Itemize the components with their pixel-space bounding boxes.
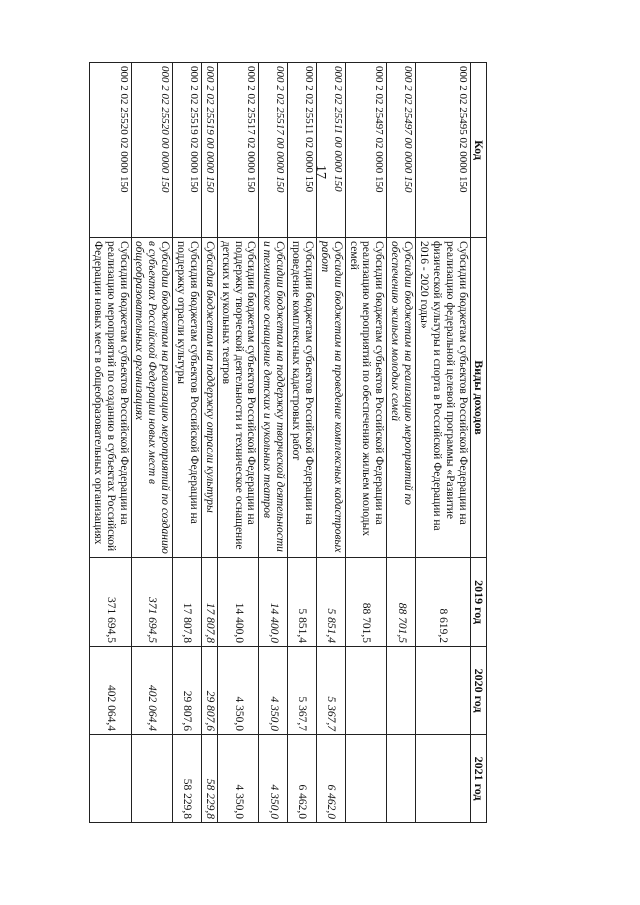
revenue-type-cell: Субсидия бюджетам на поддержку отрасли культуры	[201, 238, 217, 558]
table-row	[201, 63, 217, 823]
table-body	[89, 63, 470, 823]
code-cell: 000 2 02 25497 00 0000 150	[387, 63, 416, 238]
value-2020-cell	[416, 647, 471, 735]
header-2021: 2021 год	[470, 735, 486, 823]
value-2020-cell: 29 807,6	[173, 647, 202, 735]
header-revenue-type: Виды доходов	[470, 238, 486, 558]
revenue-table	[89, 62, 487, 823]
code-cell: 000 2 02 25511 00 0000 150	[316, 63, 345, 238]
table-row	[345, 63, 387, 823]
revenue-type-cell: Субсидии бюджетам на проведение комплексных кадастровых работ	[316, 238, 345, 558]
header-code: Код	[470, 63, 486, 238]
revenue-type-cell: Субсидии бюджетам субъектов Российской Федерации на реализацию мероприятий по обеспечению жильем молодых семей	[345, 238, 387, 558]
value-2019-cell: 17 807,8	[201, 558, 217, 647]
value-2019-cell: 88 701,5	[345, 558, 387, 647]
code-cell: 000 2 02 25517 00 0000 150	[259, 63, 288, 238]
code-cell: 000 2 02 25520 00 0000 150	[131, 63, 173, 238]
table-row	[387, 63, 416, 823]
value-2019-cell: 5 851,4	[316, 558, 345, 647]
revenue-type-cell: Субсидии бюджетам субъектов Российской Федерации на проведение комплексных кадастровых работ	[288, 238, 317, 558]
value-2019-cell: 8 619,2	[416, 558, 471, 647]
value-2020-cell: 402 064,4	[131, 647, 173, 735]
value-2021-cell	[345, 735, 387, 823]
table-row	[89, 63, 131, 823]
header-2020: 2020 год	[470, 647, 486, 735]
revenue-type-cell: Субсидия бюджетам субъектов Российской Федерации на поддержку отрасли культуры	[173, 238, 202, 558]
table-row	[173, 63, 202, 823]
header-row	[470, 63, 486, 823]
value-2020-cell	[345, 647, 387, 735]
revenue-type-cell: Субсидии бюджетам на реализацию мероприятий по обеспечению жильем молодых семей	[387, 238, 416, 558]
value-2021-cell	[387, 735, 416, 823]
rotated-table-container	[90, 62, 487, 822]
value-2019-cell: 371 694,5	[131, 558, 173, 647]
value-2019-cell: 5 851,4	[288, 558, 317, 647]
table-row	[217, 63, 259, 823]
revenue-type-cell: Субсидии бюджетам субъектов Российской Федерации на поддержку творческой деятельности и техническое оснащение детских и кукольных театров	[217, 238, 259, 558]
code-cell: 000 2 02 25511 02 0000 150	[288, 63, 317, 238]
value-2021-cell: 6 462,0	[288, 735, 317, 823]
value-2021-cell: 4 350,0	[217, 735, 259, 823]
table-row	[288, 63, 317, 823]
code-cell: 000 2 02 25497 02 0000 150	[345, 63, 387, 238]
table-row	[416, 63, 471, 823]
header-2019: 2019 год	[470, 558, 486, 647]
value-2019-cell: 17 807,8	[173, 558, 202, 647]
value-2020-cell: 402 064,4	[89, 647, 131, 735]
value-2021-cell: 4 350,0	[259, 735, 288, 823]
value-2019-cell: 371 694,5	[89, 558, 131, 647]
value-2019-cell: 14 400,0	[217, 558, 259, 647]
value-2019-cell: 88 701,5	[387, 558, 416, 647]
revenue-type-cell: Субсидии бюджетам на поддержку творческой деятельности и техническое оснащение детских и кукольных театров	[259, 238, 288, 558]
revenue-type-cell: Субсидии бюджетам на реализацию мероприятий по созданию в субъектах Российской Федерации новых мест в общеобразовательных организациях	[131, 238, 173, 558]
revenue-type-cell: Субсидии бюджетам субъектов Российской Федерации на реализацию федеральной целевой программы «Развитие физической культуры и спорта в Российской Федерации на 2016 - 2020 годы»	[416, 238, 471, 558]
table-row	[131, 63, 173, 823]
table-row	[316, 63, 345, 823]
value-2019-cell: 14 400,0	[259, 558, 288, 647]
value-2021-cell	[89, 735, 131, 823]
value-2021-cell: 58 229,8	[173, 735, 202, 823]
revenue-type-cell: Субсидии бюджетам субъектов Российской Федерации на реализацию мероприятий по созданию в субъектах Российской Федерации новых мест в общеобразовательных организациях	[89, 238, 131, 558]
value-2020-cell	[387, 647, 416, 735]
value-2021-cell	[416, 735, 471, 823]
code-cell: 000 2 02 25495 02 0000 150	[416, 63, 471, 238]
code-cell: 000 2 02 25517 02 0000 150	[217, 63, 259, 238]
code-cell: 000 2 02 25520 02 0000 150	[89, 63, 131, 238]
code-cell: 000 2 02 25519 02 0000 150	[173, 63, 202, 238]
value-2021-cell	[131, 735, 173, 823]
page-number: 17	[313, 165, 328, 179]
value-2021-cell: 58 229,8	[201, 735, 217, 823]
value-2020-cell: 5 367,7	[316, 647, 345, 735]
value-2020-cell: 29 807,6	[201, 647, 217, 735]
code-cell: 000 2 02 25519 00 0000 150	[201, 63, 217, 238]
value-2020-cell: 5 367,7	[288, 647, 317, 735]
value-2020-cell: 4 350,0	[259, 647, 288, 735]
value-2020-cell: 4 350,0	[217, 647, 259, 735]
value-2021-cell: 6 462,0	[316, 735, 345, 823]
table-row	[259, 63, 288, 823]
